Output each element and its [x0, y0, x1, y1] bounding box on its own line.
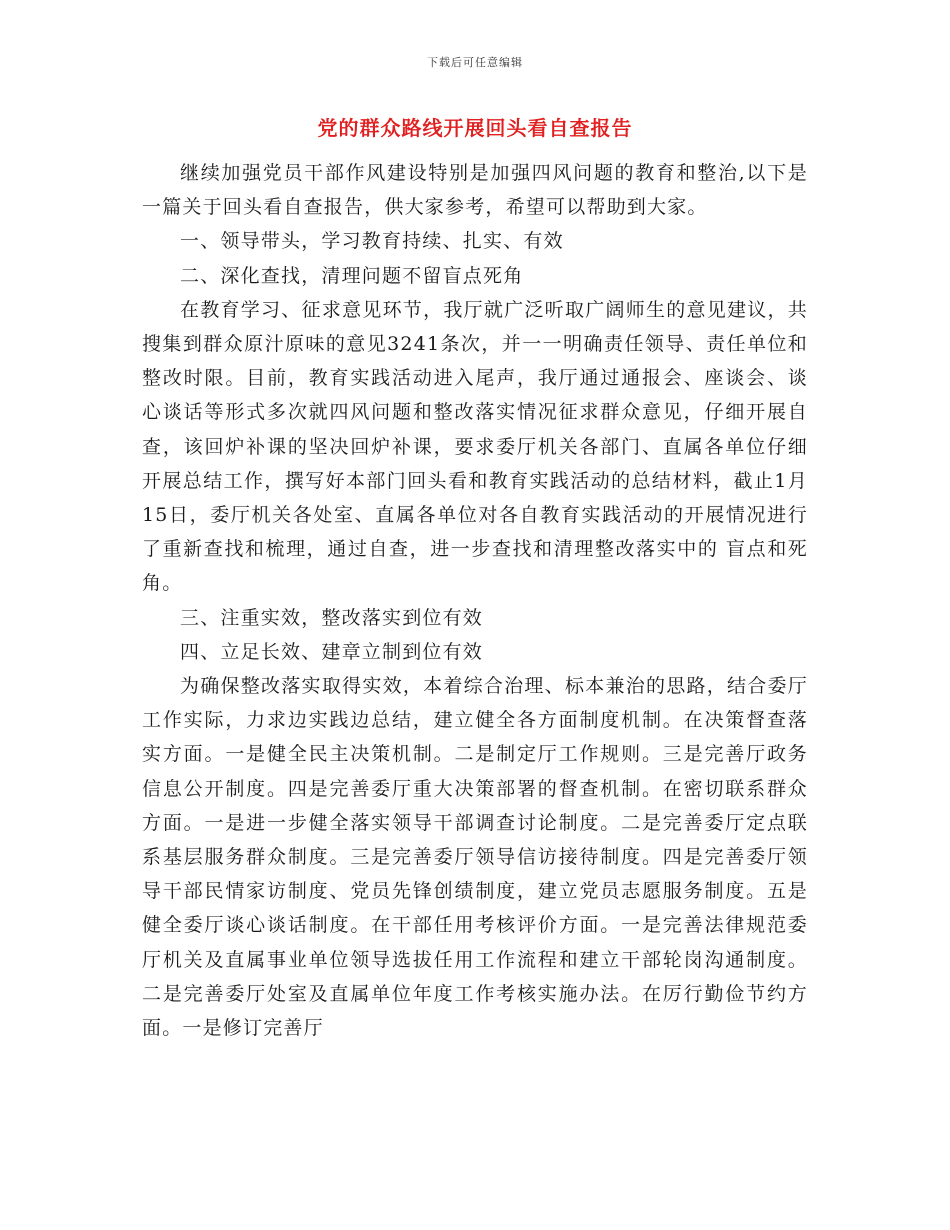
header-note: 下载后可任意编辑 [427, 56, 523, 69]
paragraph-section-2: 在教育学习、征求意见环节，我厅就广泛听取广阔师生的意见建议，共搜集到群众原汁原味的意见3241条次，并一一明确责任领导、责任单位和整改时限。目前，教育实践活动进入尾声，我厅通过通报会、座谈会、谈心谈话等形式多次就四风问题和整改落实情况征求群众意见，仔细开展自查，该回炉补课的坚决回炉补课，要求委厅机关各部门、直属各单位仔细开展总结工作，撰写好本部门回头看和教育实践活动的总结材料，截止1月15日，委厅机关各处室、直属各单位对各自教育实践活动的开展情况进行了重新查找和梳理，通过自查，进一步查找和清理整改落实中的 盲点和死角。 [142, 298, 808, 595]
paragraph-section-4: 为确保整改落实取得实效，本着综合治理、标本兼治的思路，结合委厅工作实际，力求边实践边总结，建立健全各方面制度机制。在决策督查落实方面。一是健全民主决策机制。二是制定厅工作规则。三是完善厅政务信息公开制度。四是完善委厅重大决策部署的督查机制。在密切联系群众方面。一是进一步健全落实领导干部调查讨论制度。二是完善委厅定点联系基层服务群众制度。三是完善委厅领导信访接待制度。四是完善委厅领导干部民情家访制度、党员先锋创绩制度，建立党员志愿服务制度。五是健全委厅谈心谈话制度。在干部任用考核评价方面。一是完善法律规范委厅机关及直属事业单位领导选拔任用工作流程和建立干部轮岗沟通制度。二是完善委厅处室及直属单位年度工作考核实施办法。在厉行勤俭节约方面。一是修订完善厅 [142, 675, 808, 1040]
paragraph-intro: 继续加强党员干部作风建设特别是加强四风问题的教育和整治,以下是一篇关于回头看自查报告，供大家参考，希望可以帮助到大家。 [142, 162, 808, 219]
heading-section-4: 四、立足长效、建章立制到位有效 [180, 640, 484, 663]
document-title: 党的群众路线开展回头看自查报告 [317, 116, 633, 140]
heading-section-1: 一、领导带头，学习教育持续、扎实、有效 [180, 230, 564, 253]
document-body [142, 156, 808, 1045]
heading-section-2: 二、深化查找，清理问题不留盲点死角 [180, 264, 524, 287]
heading-section-3: 三、注重实效，整改落实到位有效 [180, 606, 484, 629]
